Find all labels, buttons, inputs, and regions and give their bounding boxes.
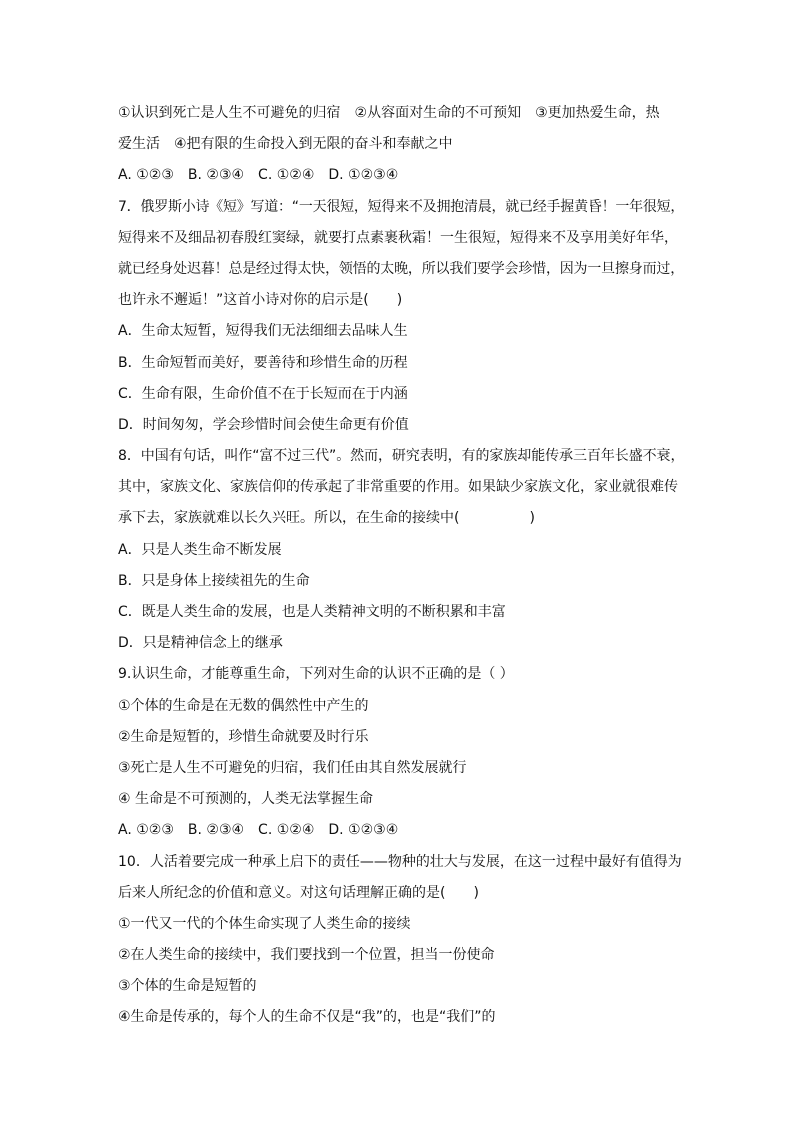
text-line: 承下去，家族就难以长久兴旺。所以，在生命的接续中( ) bbox=[118, 510, 535, 527]
text-line: 爱生活 ④把有限的生命投入到无限的奋斗和奉献之中 bbox=[118, 136, 453, 153]
text-line: A．只是人类生命不断发展 bbox=[118, 541, 282, 558]
text-line: ④生命是传承的，每个人的生命不仅是“我”的，也是“我们”的 bbox=[118, 1009, 496, 1026]
text-line: ②生命是短暂的，珍惜生命就要及时行乐 bbox=[118, 728, 369, 745]
text-line: 8．中国有句话，叫作“富不过三代”。然而，研究表明，有的家族却能传承三百年长盛不衰， bbox=[118, 448, 685, 465]
text-line: 7．俄罗斯小诗《短》写道：“一天很短，短得来不及拥抱清晨，就已经手握黄昏！一年很短， bbox=[118, 198, 685, 215]
text-line: 也许永不邂逅！”这首小诗对你的启示是( ) bbox=[118, 292, 403, 309]
text-line: D．只是精神信念上的继承 bbox=[118, 635, 283, 652]
text-line: A. ①②③ B. ②③④ C. ①②④ D. ①②③④ bbox=[118, 167, 399, 184]
text-line: 9.认识生命，才能尊重生命，下列对生命的认识不正确的是（ ） bbox=[118, 666, 514, 683]
text-line: B．只是身体上接续祖先的生命 bbox=[118, 572, 310, 589]
text-line: A. ①②③ B. ②③④ C. ①②④ D. ①②③④ bbox=[118, 822, 399, 839]
document-body bbox=[118, 98, 684, 1034]
text-line: ③死亡是人生不可避免的归宿，我们任由其自然发展就行 bbox=[118, 759, 467, 776]
text-line: B．生命短暂而美好，要善待和珍惜生命的历程 bbox=[118, 354, 408, 371]
text-line: ①一代又一代的个体生命实现了人类生命的接续 bbox=[118, 915, 411, 932]
text-line: C．生命有限，生命价值不在于长短而在于内涵 bbox=[118, 385, 408, 402]
text-line: D．时间匆匆，学会珍惜时间会使生命更有价值 bbox=[118, 416, 409, 433]
text-line: A．生命太短暂，短得我们无法细细去品味人生 bbox=[118, 323, 408, 340]
text-line: ③个体的生命是短暂的 bbox=[118, 978, 257, 995]
text-line: 就已经身处迟暮！总是经过得太快，领悟的太晚，所以我们要学会珍惜，因为一旦擦身而过， bbox=[118, 260, 684, 277]
text-line: C．既是人类生命的发展，也是人类精神文明的不断积累和丰富 bbox=[118, 604, 506, 620]
text-line: 其中，家族文化、家族信仰的传承起了非常重要的作用。如果缺少家族文化，家业就很难传 bbox=[118, 479, 678, 496]
text-line: ①认识到死亡是人生不可避免的归宿 ②从容面对生命的不可预知 ③更加热爱生命，热 bbox=[118, 105, 660, 121]
text-line: 短得来不及细品初春殷红窦绿，就要打点素裹秋霜！一生很短，短得来不及享用美好年华， bbox=[118, 229, 678, 246]
text-line: 后来人所纪念的价值和意义。对这句话理解正确的是( ) bbox=[118, 884, 479, 901]
text-line: 10．人活着要完成一种承上启下的责任——物种的壮大与发展，在这一过程中最好有值得为 bbox=[118, 853, 682, 870]
text-line: ①个体的生命是在无数的偶然性中产生的 bbox=[118, 697, 369, 714]
text-line: ②在人类生命的接续中，我们要找到一个位置，担当一份使命 bbox=[118, 947, 495, 964]
text-line: ④ 生命是不可预测的，人类无法掌握生命 bbox=[118, 791, 373, 808]
